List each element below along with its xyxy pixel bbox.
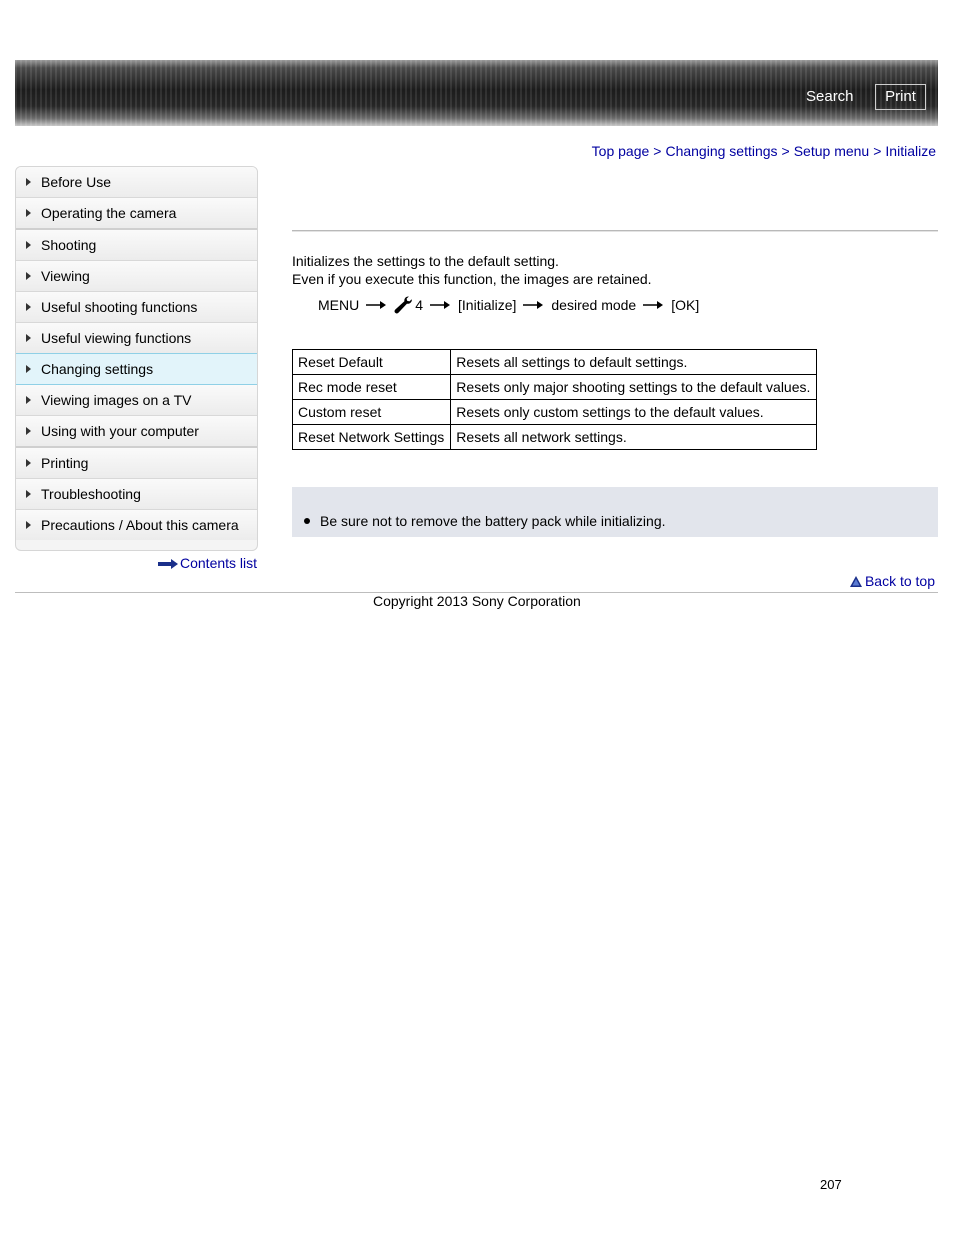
arrow-right-icon	[26, 209, 31, 217]
search-link[interactable]: Search	[806, 88, 854, 105]
sidebar-item-changing-settings[interactable]	[15, 353, 258, 385]
arrow-right-icon	[26, 427, 31, 435]
contents-list-label: Contents list	[180, 555, 258, 571]
table-cell-desc: Resets only custom settings to the default values.	[451, 400, 817, 425]
menu-item-initialize: [Initialize]	[458, 297, 517, 313]
sidebar-item-label: Before Use	[41, 174, 112, 190]
sidebar-item-label: Precautions / About this camera	[41, 517, 239, 533]
sidebar-item-label: Shooting	[41, 237, 97, 253]
copyright-text: Copyright 2013 Sony Corporation	[373, 593, 581, 609]
sidebar-item-precautions[interactable]	[16, 510, 257, 540]
menu-desired-mode: desired mode	[551, 297, 637, 313]
breadcrumb-separator: >	[653, 143, 662, 159]
right-arrow-icon	[366, 300, 386, 310]
sidebar-item-viewing-images-on-a-tv[interactable]	[16, 385, 257, 416]
table-cell-desc: Resets all network settings.	[451, 425, 817, 450]
sidebar-item-label: Useful shooting functions	[41, 299, 198, 315]
back-to-top-link[interactable]	[850, 573, 935, 589]
description-line-1: Initializes the settings to the default setting.	[292, 253, 559, 269]
arrow-right-icon	[26, 490, 31, 498]
sidebar-item-before-use[interactable]	[16, 167, 257, 198]
table-cell-name: Rec mode reset	[293, 375, 451, 400]
sidebar-item-using-with-your-computer[interactable]	[16, 416, 257, 448]
sidebar-item-label: Useful viewing functions	[41, 330, 192, 346]
bullet-icon	[304, 518, 310, 524]
sidebar-item-label: Viewing	[41, 268, 90, 284]
table-cell-name: Custom reset	[293, 400, 451, 425]
sidebar-item-viewing[interactable]	[16, 261, 257, 292]
arrow-right-icon	[26, 459, 31, 467]
arrow-right-icon	[26, 241, 31, 249]
table-row	[293, 350, 817, 375]
arrow-right-icon	[26, 272, 31, 280]
table-cell-name: Reset Default	[293, 350, 451, 375]
description-line-2: Even if you execute this function, the images are retained.	[292, 271, 652, 287]
sidebar-item-label: Operating the camera	[41, 205, 177, 221]
arrow-right-icon	[26, 396, 31, 404]
sidebar-item-label: Viewing images on a TV	[41, 392, 192, 408]
sidebar-item-label: Printing	[41, 455, 89, 471]
note-item	[304, 513, 666, 529]
sidebar-item-useful-viewing-functions[interactable]	[16, 323, 257, 354]
wrench-icon	[394, 296, 414, 314]
table-row	[293, 400, 817, 425]
title-divider	[292, 230, 938, 232]
menu-ok: [OK]	[671, 297, 700, 313]
page-number: 207	[820, 1177, 842, 1192]
print-button[interactable]: Print	[875, 84, 926, 110]
breadcrumb-initialize[interactable]: Initialize	[885, 143, 936, 159]
menu-path	[318, 296, 699, 314]
sidebar-item-label: Changing settings	[41, 361, 154, 377]
settings-table	[292, 349, 817, 450]
contents-list-link[interactable]	[158, 555, 257, 571]
sidebar-item-useful-shooting-functions[interactable]	[16, 292, 257, 323]
breadcrumb	[592, 143, 936, 159]
table-cell-name: Reset Network Settings	[293, 425, 451, 450]
breadcrumb-separator: >	[781, 143, 790, 159]
right-arrow-icon	[523, 300, 543, 310]
sidebar-item-label: Troubleshooting	[41, 486, 141, 502]
right-arrow-icon	[430, 300, 450, 310]
breadcrumb-setup-menu[interactable]: Setup menu	[793, 143, 870, 159]
breadcrumb-separator: >	[873, 143, 882, 159]
arrow-right-icon	[26, 334, 31, 342]
up-triangle-icon	[850, 576, 862, 587]
sidebar-nav	[15, 166, 258, 551]
sidebar-item-operating-the-camera[interactable]	[16, 198, 257, 230]
breadcrumb-changing-settings[interactable]: Changing settings	[665, 143, 778, 159]
setup-menu-number: 4	[415, 297, 424, 313]
table-cell-desc: Resets only major shooting settings to the default values.	[451, 375, 817, 400]
arrow-right-icon	[26, 521, 31, 529]
sidebar-item-shooting[interactable]	[16, 230, 257, 261]
sidebar-item-printing[interactable]	[16, 448, 257, 479]
sidebar-item-troubleshooting[interactable]	[16, 479, 257, 510]
double-arrow-icon	[158, 559, 178, 569]
menu-label: MENU	[318, 297, 360, 313]
sidebar-item-label: Using with your computer	[41, 423, 199, 439]
header-bar	[15, 60, 938, 126]
note-text: Be sure not to remove the battery pack while initializing.	[320, 513, 666, 529]
note-box	[292, 487, 938, 537]
table-row	[293, 375, 817, 400]
breadcrumb-top-page[interactable]: Top page	[591, 143, 650, 159]
back-to-top-label: Back to top	[864, 573, 935, 589]
arrow-right-icon	[26, 365, 31, 373]
table-cell-desc: Resets all settings to default settings.	[451, 350, 817, 375]
arrow-right-icon	[26, 178, 31, 186]
table-row	[293, 425, 817, 450]
right-arrow-icon	[643, 300, 663, 310]
arrow-right-icon	[26, 303, 31, 311]
